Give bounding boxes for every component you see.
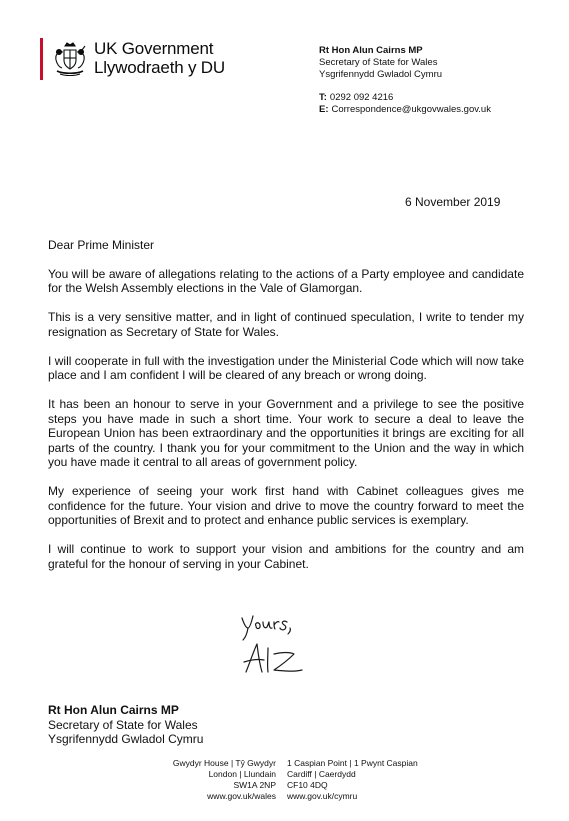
tel-label: T: bbox=[319, 92, 327, 103]
address-line: London | Llundain bbox=[208, 769, 276, 779]
signoff-name: Rt Hon Alun Cairns MP bbox=[48, 703, 179, 717]
signoff-title-en: Secretary of State for Wales bbox=[48, 717, 198, 732]
department-name-cy: Llywodraeth y DU bbox=[94, 58, 225, 77]
address-link-cymru[interactable]: www.gov.uk/cymru bbox=[287, 791, 358, 801]
signoff-title-cy: Ysgrifennydd Gwladol Cymru bbox=[48, 732, 204, 746]
address-line: SW1A 2NP bbox=[233, 780, 276, 790]
address-line: CF10 4DQ bbox=[287, 780, 328, 790]
address-link-wales[interactable]: www.gov.uk/wales bbox=[207, 791, 276, 801]
salutation: Dear Prime Minister bbox=[48, 238, 155, 252]
tel-value: 0292 092 4216 bbox=[329, 92, 394, 103]
sender-title-en: Secretary of State for Wales bbox=[319, 57, 438, 68]
handwritten-signature bbox=[232, 610, 342, 690]
contact-phone bbox=[319, 92, 491, 104]
cardiff-address bbox=[287, 758, 418, 802]
contact-block bbox=[319, 92, 491, 116]
sender-title-cy: Ysgrifennydd Gwladol Cymru bbox=[319, 69, 443, 80]
royal-coat-of-arms-icon bbox=[51, 40, 89, 78]
address-line: Gwydyr House | Tŷ Gwydyr bbox=[172, 758, 276, 768]
london-address bbox=[173, 758, 276, 802]
contact-email bbox=[319, 104, 491, 116]
signoff-block bbox=[48, 703, 203, 747]
department-name-en: UK Government bbox=[94, 39, 214, 58]
paragraph: I will cooperate in full with the investigation under the Ministerial Code which will now take place and I am confident I will be cleared of any breach or wrong doing. bbox=[48, 353, 524, 382]
sender-name: Rt Hon Alun Cairns MP bbox=[319, 45, 423, 56]
department-name bbox=[94, 39, 225, 77]
paragraph: I will continue to work to support your vision and ambitions for the country and am grateful for the honour of serving in your Cabinet. bbox=[48, 542, 524, 571]
email-value: Correspondence@ukgovwales.gov.uk bbox=[331, 104, 491, 115]
brand-color-bar bbox=[40, 38, 43, 80]
paragraph: My experience of seeing your work first hand with Cabinet colleagues gives me confidence for the future. Your vision and drive to move the country forward to meet the opportunities of Brexit and to protect and enhance public services is exemplary. bbox=[48, 484, 524, 527]
sender-block bbox=[319, 45, 442, 81]
paragraph: This is a very sensitive matter, and in light of continued speculation, I write to tender my resignation as Secretary of State for Wales. bbox=[48, 310, 524, 339]
email-label: E: bbox=[319, 104, 329, 115]
paragraph: You will be aware of allegations relating to the actions of a Party employee and candidate for the Welsh Assembly elections in the Vale of Glamorgan. bbox=[48, 266, 524, 295]
letter-date: 6 November 2019 bbox=[405, 195, 501, 209]
paragraph: It has been an honour to serve in your Government and a privilege to see the positive steps you have made in such a short time. Your work to secure a deal to leave the European Union has been extraordinary and the opportunities it brings are exciting for all parts of the country. I thank you for your commitment to the Union and the way in which you have made it central to all areas of government policy. bbox=[48, 397, 524, 469]
letter-body bbox=[48, 238, 524, 586]
address-line: Cardiff | Caerdydd bbox=[287, 769, 356, 779]
address-line: 1 Caspian Point | 1 Pwynt Caspian bbox=[287, 758, 418, 768]
